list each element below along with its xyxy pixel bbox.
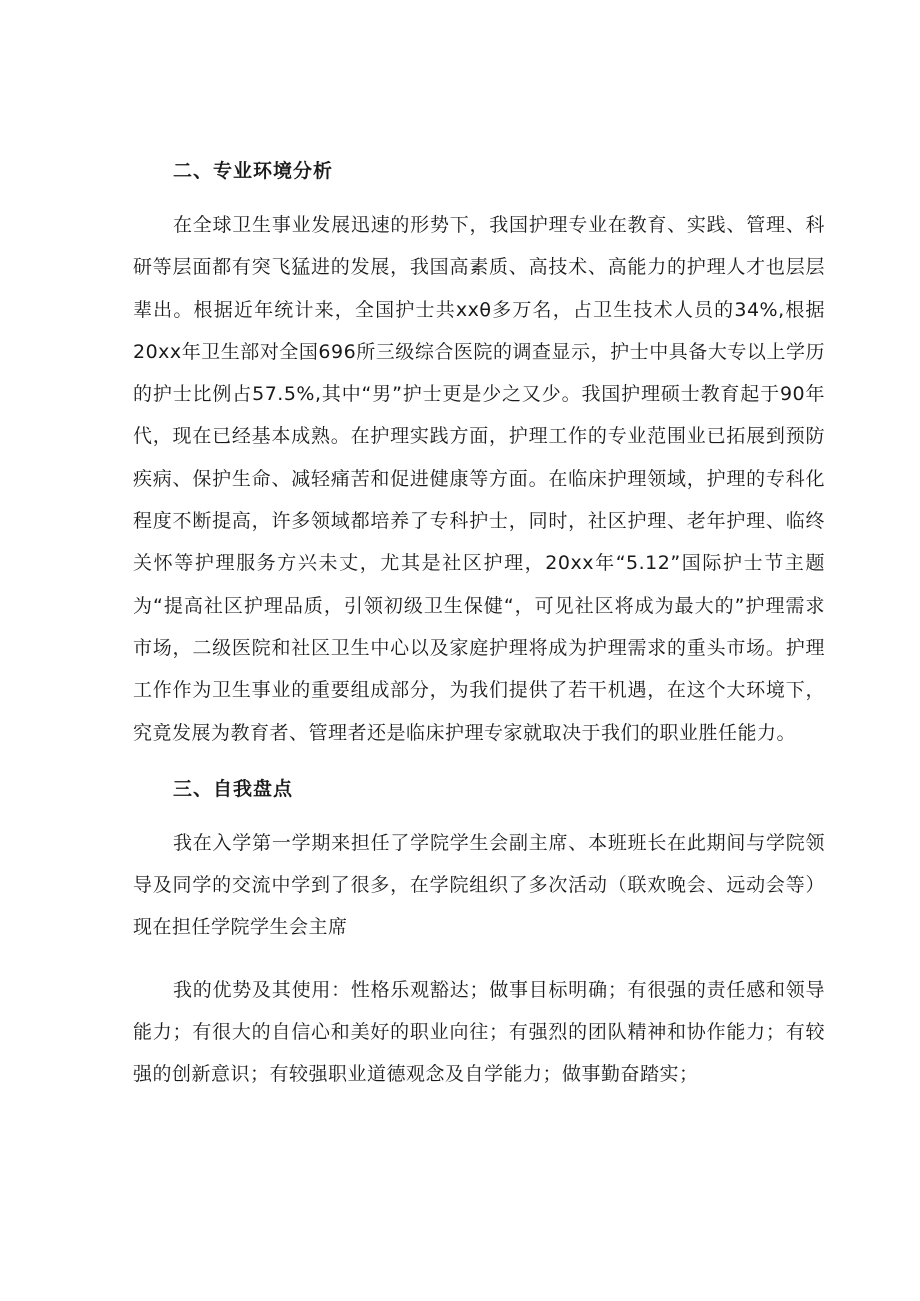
document-body [133, 150, 825, 1096]
section-heading-environment-analysis: 二、专业环境分析 [173, 160, 334, 182]
paragraph-student-union-experience: 我在入学第一学期来担任了学院学生会副主席、本班班长在此期间与学院领导及同学的交流中学到了很多，在学院组织了多次活动（联欢晚会、远动会等）现在担任学院学生会主席 [133, 831, 825, 939]
section-heading-self-inventory: 三、自我盘点 [173, 777, 294, 800]
paragraph-environment-analysis: 在全球卫生事业发展迅速的形势下，我国护理专业在教育、实践、管理、科研等层面都有突飞猛进的发展，我国高素质、高技术、高能力的护理人才也层层辈出。根据近年统计来，全国护士共xxθ多万名，占卫生技术人员的34%,根据20xx年卫生部对全国696所三级综合医院的调查显示，护士中具备大专以上学历的护士比例占57.5%,其中“男”护士更是少之又少。我国护理硕士教育起于90年代，现在已经基本成熟。在护理实践方面，护理工作的专业范围业已拓展到预防疾病、保护生命、减轻痛苦和促进健康等方面。在临床护理领域，护理的专科化程度不断提高，许多领域都培养了专科护士，同时，社区护理、老年护理、临终关怀等护理服务方兴未丈，尤其是社区护理，20xx年“5.12”国际护士节主题为“提高社区护理品质，引领初级卫生保健“，可见社区将成为最大的”护理需求市场，二级医院和社区卫生中心以及家庭护理将成为护理需求的重头市场。护理工作作为卫生事业的重要组成部分，为我们提供了若干机遇，在这个大环境下，究竟发展为教育者、管理者还是临床护理专家就取决于我们的职业胜任能力。 [133, 214, 825, 744]
paragraph-strengths: 我的优势及其使用：性格乐观豁达；做事目标明确；有很强的责任感和领导能力；有很大的自信心和美好的职业向往；有强烈的团队精神和协作能力；有较强的创新意识；有较强职业道德观念及自学能力；做事勤奋踏实； [133, 978, 825, 1086]
